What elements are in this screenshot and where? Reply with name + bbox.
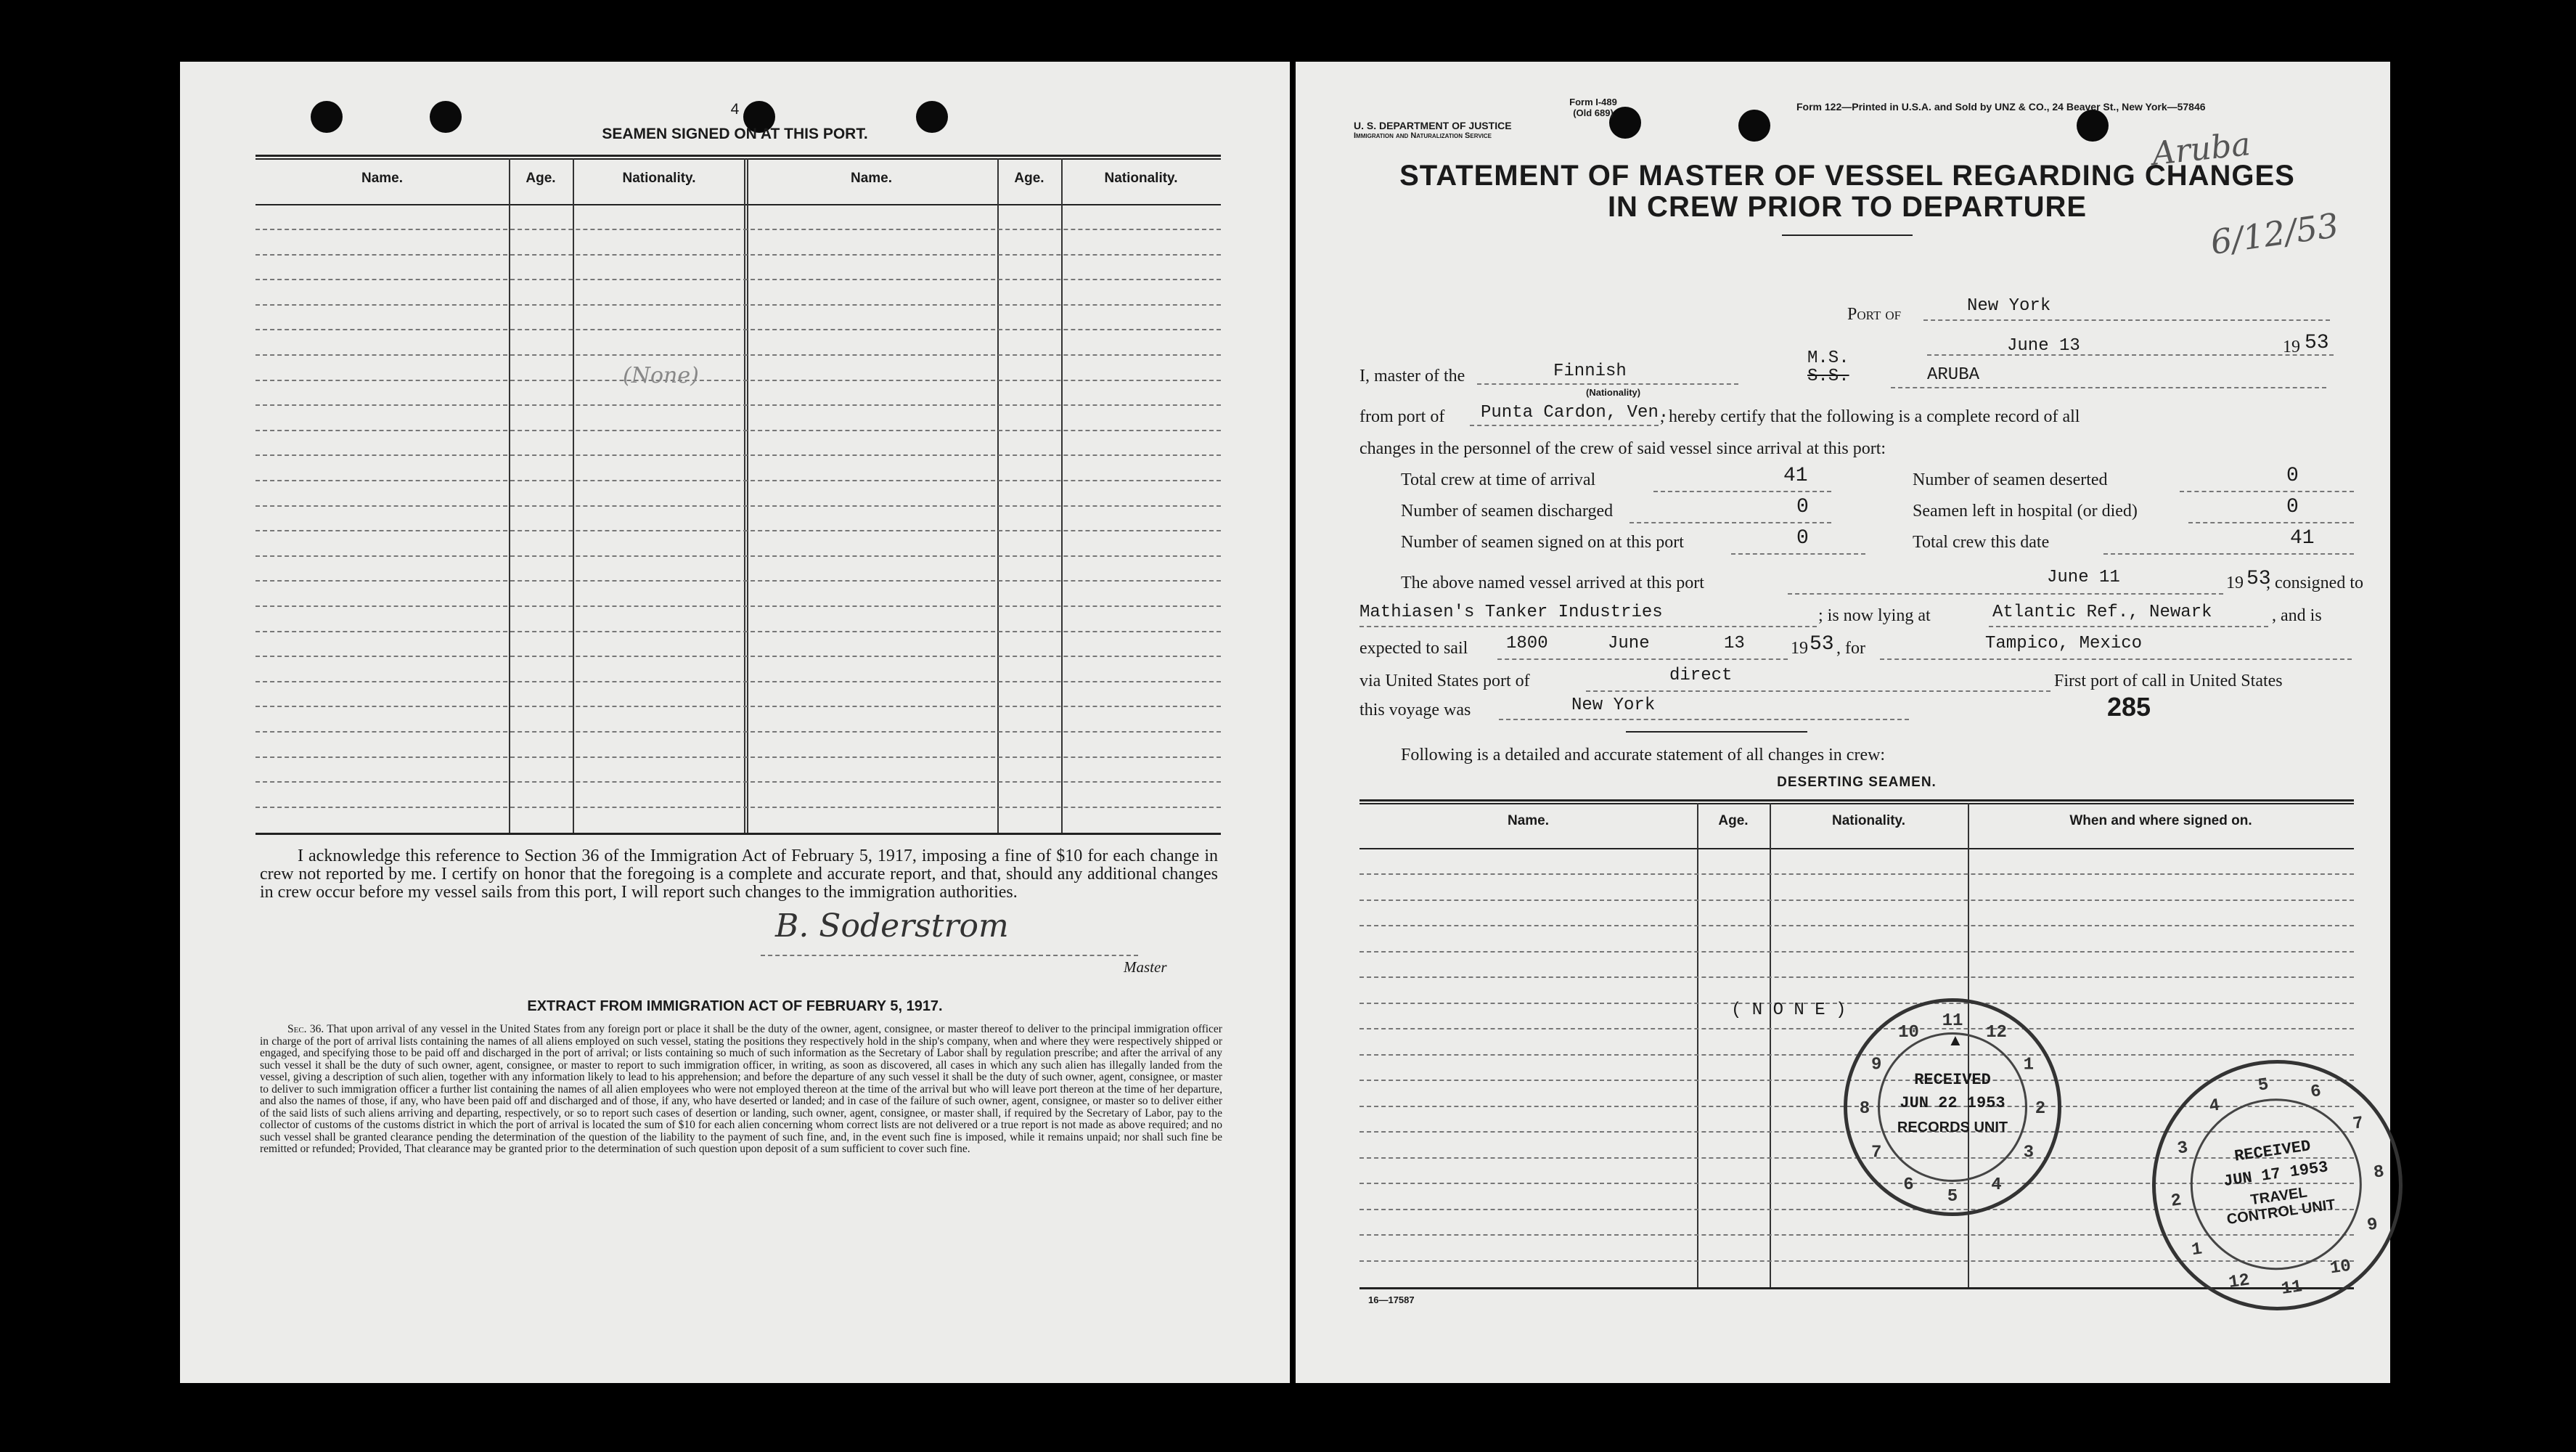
table-row-rule [255,279,1221,280]
discharged-label: Number of seamen discharged [1401,502,1614,521]
extract-body [260,1024,1222,1156]
stamp-dial-digit: 4 [2208,1096,2222,1117]
stamp-date: JUN 22 1953 [1900,1094,2005,1112]
table-row-rule [255,781,1221,783]
sail-year-prefix: 19 [1791,639,1808,658]
table-row-rule [1359,900,2354,901]
voyage-value: New York [1571,696,1656,715]
form-title-line2: IN CREW PRIOR TO DEPARTURE [1607,191,2088,223]
stamp-dial-digit: 1 [2190,1239,2204,1261]
sail-day: 13 [1724,634,1745,653]
stamp-dial-digit: 10 [2328,1256,2352,1279]
arrived-label: The above named vessel arrived at this port [1401,574,1704,592]
and-is-text: , and is [2272,606,2322,625]
table-row-rule [255,505,1221,507]
right-page [1296,62,2390,1383]
from-port-value: Punta Cardon, Ven. [1481,403,1669,423]
consigned-label: , consigned to [2266,574,2363,592]
stamp-received-word: RECEIVED [2233,1137,2312,1166]
table-row-rule [255,254,1221,256]
col-header-name: Name. [361,171,404,186]
table-row-rule [255,731,1221,733]
signed-on-label: Number of seamen signed on at this port [1401,533,1684,552]
table-row-rule [255,454,1221,456]
table-row-rule [255,681,1221,682]
handwritten-ship-name: Aruba [2150,126,2252,173]
year-prefix: 19 [2283,338,2300,356]
form-title-line1: STATEMENT OF MASTER OF VESSEL REGARDING CHANGES [1399,160,2295,192]
arrived-year: 53 [2246,568,2271,590]
table-row-rule [255,756,1221,758]
punch-hole [1738,110,1770,142]
lying-label: ; is now lying at [1818,606,1931,625]
stamp-dial-digit: 12 [2227,1270,2252,1294]
stamp-dial-digit: 7 [2351,1113,2365,1135]
from-port-label: from port of [1359,407,1445,426]
table-row-rule [255,605,1221,607]
table-row-rule [255,229,1221,230]
discharged-value: 0 [1796,496,1809,518]
table-row-rule [255,404,1221,406]
table-row-rule [1359,925,2354,926]
deserted-label: Number of seamen deserted [1913,470,2108,489]
table-row-rule [255,304,1221,306]
stamp-dial-digit: 12 [1986,1023,2007,1043]
nationality-value: Finnish [1553,362,1627,381]
col-header-signed-on: When and where signed on. [2069,813,2252,828]
page-number: 4 [730,101,740,118]
col-header-age: Age. [1718,813,1749,828]
table-row-rule [1359,976,2354,978]
stamp-dial-digit: 11 [2280,1277,2304,1300]
date-value: June 13 [2007,336,2080,356]
via-value: direct [1669,666,1733,685]
for-label: , for [1836,639,1865,658]
stamp-dial-digit: 11 [1942,1011,1963,1031]
extract-section: Sec. 36. [287,1023,324,1035]
table-row-rule [255,580,1221,582]
stamp-dial-digit: 9 [2366,1215,2379,1236]
travel-control-stamp [2136,1044,2419,1327]
year-value: 53 [2305,332,2329,354]
sail-year: 53 [1810,633,1834,656]
first-port-label: First port of call in United States [2054,672,2283,690]
records-unit-stamp [1844,998,2061,1216]
signed-on-value: 0 [1796,527,1809,550]
expected-label: expected to sail [1359,639,1468,658]
stamp-dial-digit: 7 [1870,1143,1882,1163]
stamp-dial-digit: 4 [1991,1175,2002,1195]
deserting-title: DESERTING SEAMEN. [1777,775,1937,790]
destination: Tampico, Mexico [1985,634,2143,653]
number-285: 285 [2107,692,2151,722]
table-row-rule [255,807,1221,808]
table-row-rule [255,354,1221,356]
table-row-rule [255,480,1221,481]
signature-title: Master [1124,958,1167,976]
none-mark: (None) [623,363,699,388]
punch-hole [2077,110,2109,142]
table-row-rule [255,329,1221,330]
stamp-dial-digit: 6 [2309,1081,2323,1103]
deserted-value: 0 [2286,465,2299,487]
stamp-date: JUN 17 1953 [2222,1158,2330,1191]
table-row-rule [255,706,1221,707]
changes-text: changes in the personnel of the crew of said vessel since arrival at this port: [1359,439,1886,458]
table-row-rule [1359,951,2354,953]
total-arrival-value: 41 [1783,465,1808,487]
printer-note: Form 122—Printed in U.S.A. and Sold by UNZ & CO., 24 Beaver St., New York—57846 [1796,101,2206,113]
sail-time: 1800 [1506,634,1548,653]
stamp-dial-digit: 8 [1859,1099,1870,1119]
table-row-rule [255,380,1221,381]
col-header-nationality-2: Nationality. [1104,171,1178,186]
stamp-dial-digit: 9 [1870,1055,1882,1075]
stamp-dial-digit: 3 [2176,1138,2190,1159]
via-label: via United States port of [1359,672,1530,690]
form-old-number: (Old 689) [1573,107,1614,118]
stamp-dial-digit: 5 [1947,1187,1958,1207]
stamp-arrow-icon: ▲ [1947,1031,1963,1049]
stamp-dial-digit: 2 [2035,1099,2046,1119]
department: U. S. DEPARTMENT OF JUSTICE [1354,120,1512,131]
col-header-age-2: Age. [1014,171,1044,186]
col-header-name-2: Name. [850,171,893,186]
extract-text: That upon arrival of any vessel in the United States from any foreign port or place it shall be the duty of the owner, agent, consignee, or master thereof to deliver to the principal immigration officer in charge of the port of arrival lists containing the names of all aliens employed on such vessel, stating the positions they respectively hold in the ship's company, when and where they were respectively shipped or engaged, and specifying those to be paid off and discharged in the port of arrival; or lists containing so much of such information as the Secretary of Labor shall by regulation prescribe; and after the arrival of any such vessel it shall be the duty of such owner, agent, consignee, or master to report to such immigration officer, in writing, as soon as discovered, all cases in which any such alien has illegally landed from the vessel, giving a description of such alien, together with any information likely to lead to his apprehension; and before the departure of any such vessel it shall be the duty of such owner, agent, consignee, or master to deliver to such immigration officer a further list containing the names of all alien employees who were not employed thereon at the time of the arrival but who will leave port thereon at the time of her departure, and also the names of those, if any, who have been paid off and discharged and of those, if any, who have deserted or landed; and in case of the failure of such owner, agent, consignee, or master so to deliver either of the said lists of such aliens arriving and departing, respectively, or so to report such cases of desertion or landing, such owner, agent, consignee, or master shall, if required by the Secretary of Labor, pay to the collector of customs of the customs district in which the port of arrival is located the sum of $10 for each alien concerning whom correct lists are not delivered or a true report is not made as above required; and no such vessel shall be granted clearance pending the determination of the question of the liability to the payment of such fine, and, in the event such fine is imposed, while it remains unpaid; nor shall such fine be remitted or refunded; Provided, That clearance may be granted prior to the determination of such question upon deposit of a sum sufficient to cover such fine. [260,1023,1222,1155]
port-label: Port of [1847,305,1902,324]
stamp-dial-digit: 5 [2257,1074,2270,1096]
vessel-type-ss: S.S. [1807,367,1849,386]
col-header-nationality: Nationality. [1832,813,1905,828]
handwritten-date: 6/12/53 [2208,205,2342,263]
stamp-dial-digit: 1 [2023,1055,2035,1075]
stamp-dial-digit: 10 [1898,1023,1919,1043]
hospital-label: Seamen left in hospital (or died) [1913,502,2138,521]
service: Immigration and Naturalization Service [1354,131,1492,140]
stamp-received-word: RECEIVED [1914,1071,1991,1089]
stamp-unit: TRAVEL CONTROL UNIT [2225,1184,2336,1228]
stamp-dial-digit: 6 [1903,1175,1914,1195]
total-arrival-label: Total crew at time of arrival [1401,470,1596,489]
stamp-unit: RECORDS UNIT [1897,1119,2008,1135]
stamp-dial-digit: 8 [2372,1162,2386,1183]
left-page [180,62,1290,1383]
vessel-type-ms: M.S. [1807,348,1849,368]
lying-value: Atlantic Ref., Newark [1992,603,2212,622]
table-row-rule [255,530,1221,531]
extract-title: EXTRACT FROM IMMIGRATION ACT OF FEBRUARY 5, 1917. [527,998,943,1014]
port-value: New York [1967,296,2051,316]
form-number: Form I-489 [1569,97,1617,107]
following-text: Following is a detailed and accurate statement of all changes in crew: [1401,746,1886,764]
col-header-age: Age. [526,171,556,186]
arrived-year-prefix: 19 [2226,574,2244,592]
certify-text: , hereby certify that the following is a complete record of all [1660,407,2080,426]
table-row-rule [255,631,1221,632]
total-date-value: 41 [2290,527,2315,550]
hospital-value: 0 [2286,496,2299,518]
nationality-caption: (Nationality) [1586,387,1641,398]
stamp-dial-digit: 2 [2170,1191,2183,1212]
vessel-name: ARUBA [1927,365,1980,385]
none-text: ( N O N E ) [1731,1000,1847,1020]
table-row-rule [255,430,1221,431]
total-date-label: Total crew this date [1913,533,2050,552]
table-row-rule [1359,873,2354,875]
stamp-dial-digit: 3 [2023,1143,2035,1163]
table-row-rule [255,656,1221,657]
master-signature: B. Soderstrom [775,908,1009,945]
section-title: SEAMEN SIGNED ON AT THIS PORT. [602,126,868,142]
sail-month: June [1608,634,1650,653]
form-code: 16—17587 [1368,1294,1415,1305]
master-label: I, master of the [1359,367,1465,386]
col-header-nationality: Nationality. [622,171,696,186]
acknowledgment-text: I acknowledge this reference to Section 36 of the Immigration Act of February 5, 1917, imposing a fine of $10 for each change in crew not reported by me. I certify on honor that the foregoing is a complete and accurate report, and that, should any additional changes in crew occur before my vessel sails from this port, I will report such changes to the immigration authorities. [260,847,1218,902]
arrived-date: June 11 [2047,568,2120,587]
consignee: Mathiasen's Tanker Industries [1359,603,1663,622]
table-row-rule [255,555,1221,557]
voyage-label: this voyage was [1359,701,1471,719]
col-header-name: Name. [1507,813,1550,828]
